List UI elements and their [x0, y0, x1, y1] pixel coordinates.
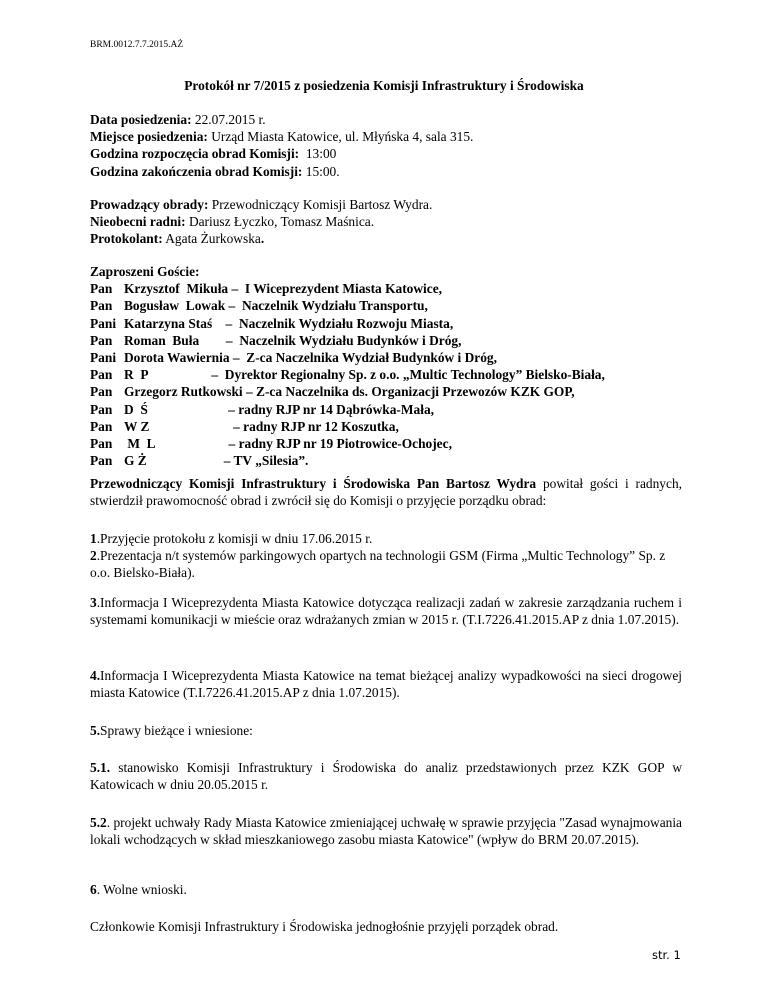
- meeting-details: [90, 111, 682, 180]
- guest-row: Pan W Z – radny RJP nr 12 Koszutka,: [90, 418, 399, 434]
- agenda-item: 5.2. projekt uchwały Rady Miasta Katowice zmieniającej uchwałę w sprawie przyjęcia "Zasad wynajmowania lokali wchodzących w skład mieszkaniowego zasobu miasta Katowice" (wpływ do BRM 20.07.2015).: [90, 815, 682, 848]
- guest-list-header: Zaproszeni Goście:: [90, 264, 200, 279]
- guest-row: Pan Krzysztof Mikuła – I Wiceprezydent Miasta Katowice,: [90, 281, 442, 297]
- agenda-item: 6. Wolne wnioski.: [90, 882, 187, 897]
- meeting-end: Godzina zakończenia obrad Komisji: 15:00.: [90, 163, 340, 179]
- guest-row: Pan M L – radny RJP nr 19 Piotrowice-Ochojec,: [90, 436, 452, 452]
- document-reference: BRM.0012.7.7.2015.AŻ: [90, 40, 184, 50]
- agenda-item: 5.1. stanowisko Komisji Infrastruktury i Środowiska do analiz przedstawionych przez KZK GOP w Katowicach w dniu 20.05.2015 r.: [90, 760, 682, 793]
- meeting-place: Miejsce posiedzenia: Urząd Miasta Katowice, ul. Młyńska 4, sala 315.: [90, 129, 474, 145]
- guest-row: Pan R P – Dyrektor Regionalny Sp. z o.o. „Multic Technology” Bielsko-Biała,: [90, 367, 605, 383]
- guest-row: Pani Dorota Wawiernia – Z-ca Naczelnika Wydział Budynków i Dróg,: [90, 350, 497, 366]
- agenda-item-1-2: [90, 530, 682, 582]
- agenda-item: 3.Informacja I Wiceprezydenta Miasta Katowice dotycząca realizacji zadań w zakresie zarządzania ruchem i systemami komunikacji w mieście oraz wdrażanych zmian w 2015 r. (T.I.7226.41.2015.AP z dnia 1.07.2015).: [90, 595, 682, 628]
- guest-row: Pan Grzegorz Rutkowski – Z-ca Naczelnika ds. Organizacji Przewozów KZK GOP,: [90, 384, 575, 400]
- agenda-item: 2.Prezentacja n/t systemów parkingowych opartych na technologii GSM (Firma „Multic Technology” Sp. z o.o. Bielsko-Biała).: [90, 548, 666, 581]
- chairperson: Prowadzący obrady: Przewodniczący Komisji Bartosz Wydra.: [90, 197, 433, 212]
- meeting-people: [90, 196, 682, 248]
- guest-row: Pan Roman Buła – Naczelnik Wydziału Budynków i Dróg,: [90, 332, 462, 348]
- document-title: Protokół nr 7/2015 z posiedzenia Komisji Infrastruktury i Środowiska: [184, 78, 584, 93]
- agenda-item: 4.Informacja I Wiceprezydenta Miasta Katowice na temat bieżącej analizy wypadkowości na sieci drogowej miasta Katowice (T.I.7226.41.2015.AP z dnia 1.07.2015).: [90, 668, 682, 701]
- guest-row: Pani Katarzyna Staś – Naczelnik Wydziału Rozwoju Miasta,: [90, 315, 454, 331]
- page-number: str. 1: [652, 948, 681, 962]
- absent-members: Nieobecni radni: Dariusz Łyczko, Tomasz Maśnica.: [90, 214, 375, 230]
- closing-statement: Członkowie Komisji Infrastruktury i Środowiska jednogłośnie przyjęli porządek obrad.: [90, 919, 559, 934]
- guest-row: Pan G Ż – TV „Silesia”.: [90, 453, 309, 469]
- guest-row: Pan D Ś – radny RJP nr 14 Dąbrówka-Mała,: [90, 401, 434, 417]
- meeting-start: Godzina rozpoczęcia obrad Komisji: 13:00: [90, 146, 337, 162]
- agenda-item: 1.Przyjęcie protokołu z komisji w dniu 17.06.2015 r.: [90, 531, 373, 546]
- recorder: Protokolant: Agata Żurkowska.: [90, 231, 265, 247]
- intro-paragraph: Przewodniczący Komisji Infrastruktury i Środowiska Pan Bartosz Wydra powitał gości i radnych, stwierdził prawomocność obrad i zwrócił się do Komisji o przyjęcie porządku obrad:: [90, 476, 682, 509]
- guest-list: [90, 263, 690, 469]
- agenda-item: 5.Sprawy bieżące i wniesione:: [90, 723, 253, 738]
- guest-row: Pan Bogusław Lowak – Naczelnik Wydziału Transportu,: [90, 298, 428, 314]
- meeting-date: Data posiedzenia: 22.07.2015 r.: [90, 112, 266, 127]
